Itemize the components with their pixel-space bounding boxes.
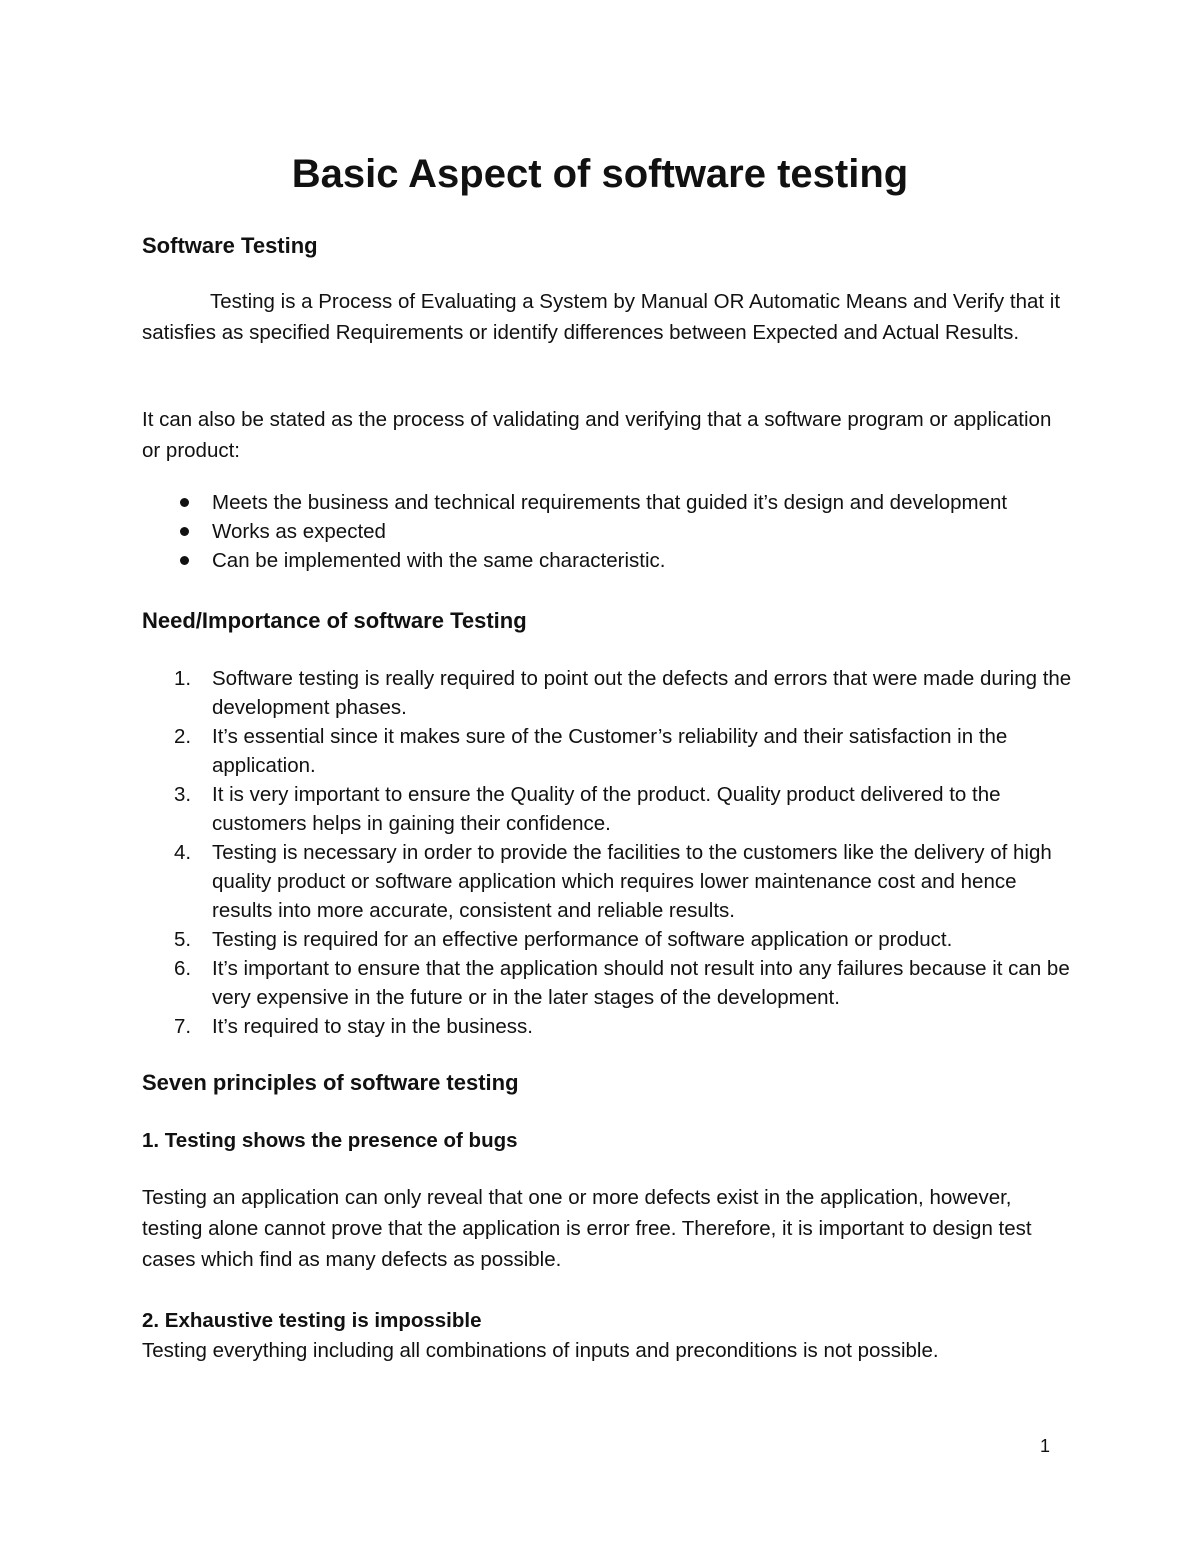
principle-1-heading: 1. Testing shows the presence of bugs xyxy=(142,1129,518,1152)
paragraph-validation: It can also be stated as the process of validating and verifying that a software program or application or product: xyxy=(142,408,1052,462)
list-item: Works as expected xyxy=(142,517,1082,546)
page-number: 1 xyxy=(1040,1436,1051,1456)
principle-2-heading: 2. Exhaustive testing is impossible xyxy=(142,1309,482,1332)
section-heading-need-importance: Need/Importance of software Testing xyxy=(142,608,527,633)
list-item: Meets the business and technical requirements that guided it’s design and development xyxy=(142,488,1082,517)
section-heading-seven-principles: Seven principles of software testing xyxy=(142,1070,519,1095)
list-item: 7. It’s required to stay in the business. xyxy=(174,1015,533,1038)
list-item: 1. Software testing is really required to point out the defects and errors that were made during the development phases. xyxy=(174,667,1072,719)
list-item: 2. It’s essential since it makes sure of the Customer’s reliability and their satisfaction in the application. xyxy=(174,725,1008,777)
document-title: Basic Aspect of software testing xyxy=(291,152,909,196)
paragraph-definition: Testing is a Process of Evaluating a System by Manual OR Automatic Means and Verify that it satisfies as specified Requirements or identify differences between Expected and Actual Results. xyxy=(142,290,1061,344)
numbered-list xyxy=(142,664,1072,1041)
principle-2-text: Testing everything including all combinations of inputs and preconditions is not possible. xyxy=(142,1339,939,1362)
list-item: 4. Testing is necessary in order to provide the facilities to the customers like the delivery of high quality product or software application which requires lower maintenance cost and hence results into more accurate, consistent and reliable results. xyxy=(174,841,1052,922)
bullet-icon xyxy=(180,498,189,507)
list-item: 3. It is very important to ensure the Quality of the product. Quality product delivered to the customers helps in gaining their confidence. xyxy=(174,783,1001,835)
list-item: 6. It’s important to ensure that the application should not result into any failures because it can be very expensive in the future or in the later stages of the development. xyxy=(174,957,1070,1009)
principle-1-text: Testing an application can only reveal that one or more defects exist in the application, however, testing alone cannot prove that the application is error free. Therefore, it is important to design test cases which find as many defects as possible. xyxy=(142,1186,1032,1271)
bullet-icon xyxy=(180,527,189,536)
bullet-list xyxy=(142,488,1082,575)
section-heading-software-testing: Software Testing xyxy=(142,233,318,258)
list-item: 5. Testing is required for an effective performance of software application or product. xyxy=(174,928,953,951)
bullet-icon xyxy=(180,556,189,565)
list-item: Can be implemented with the same characteristic. xyxy=(142,546,1082,575)
